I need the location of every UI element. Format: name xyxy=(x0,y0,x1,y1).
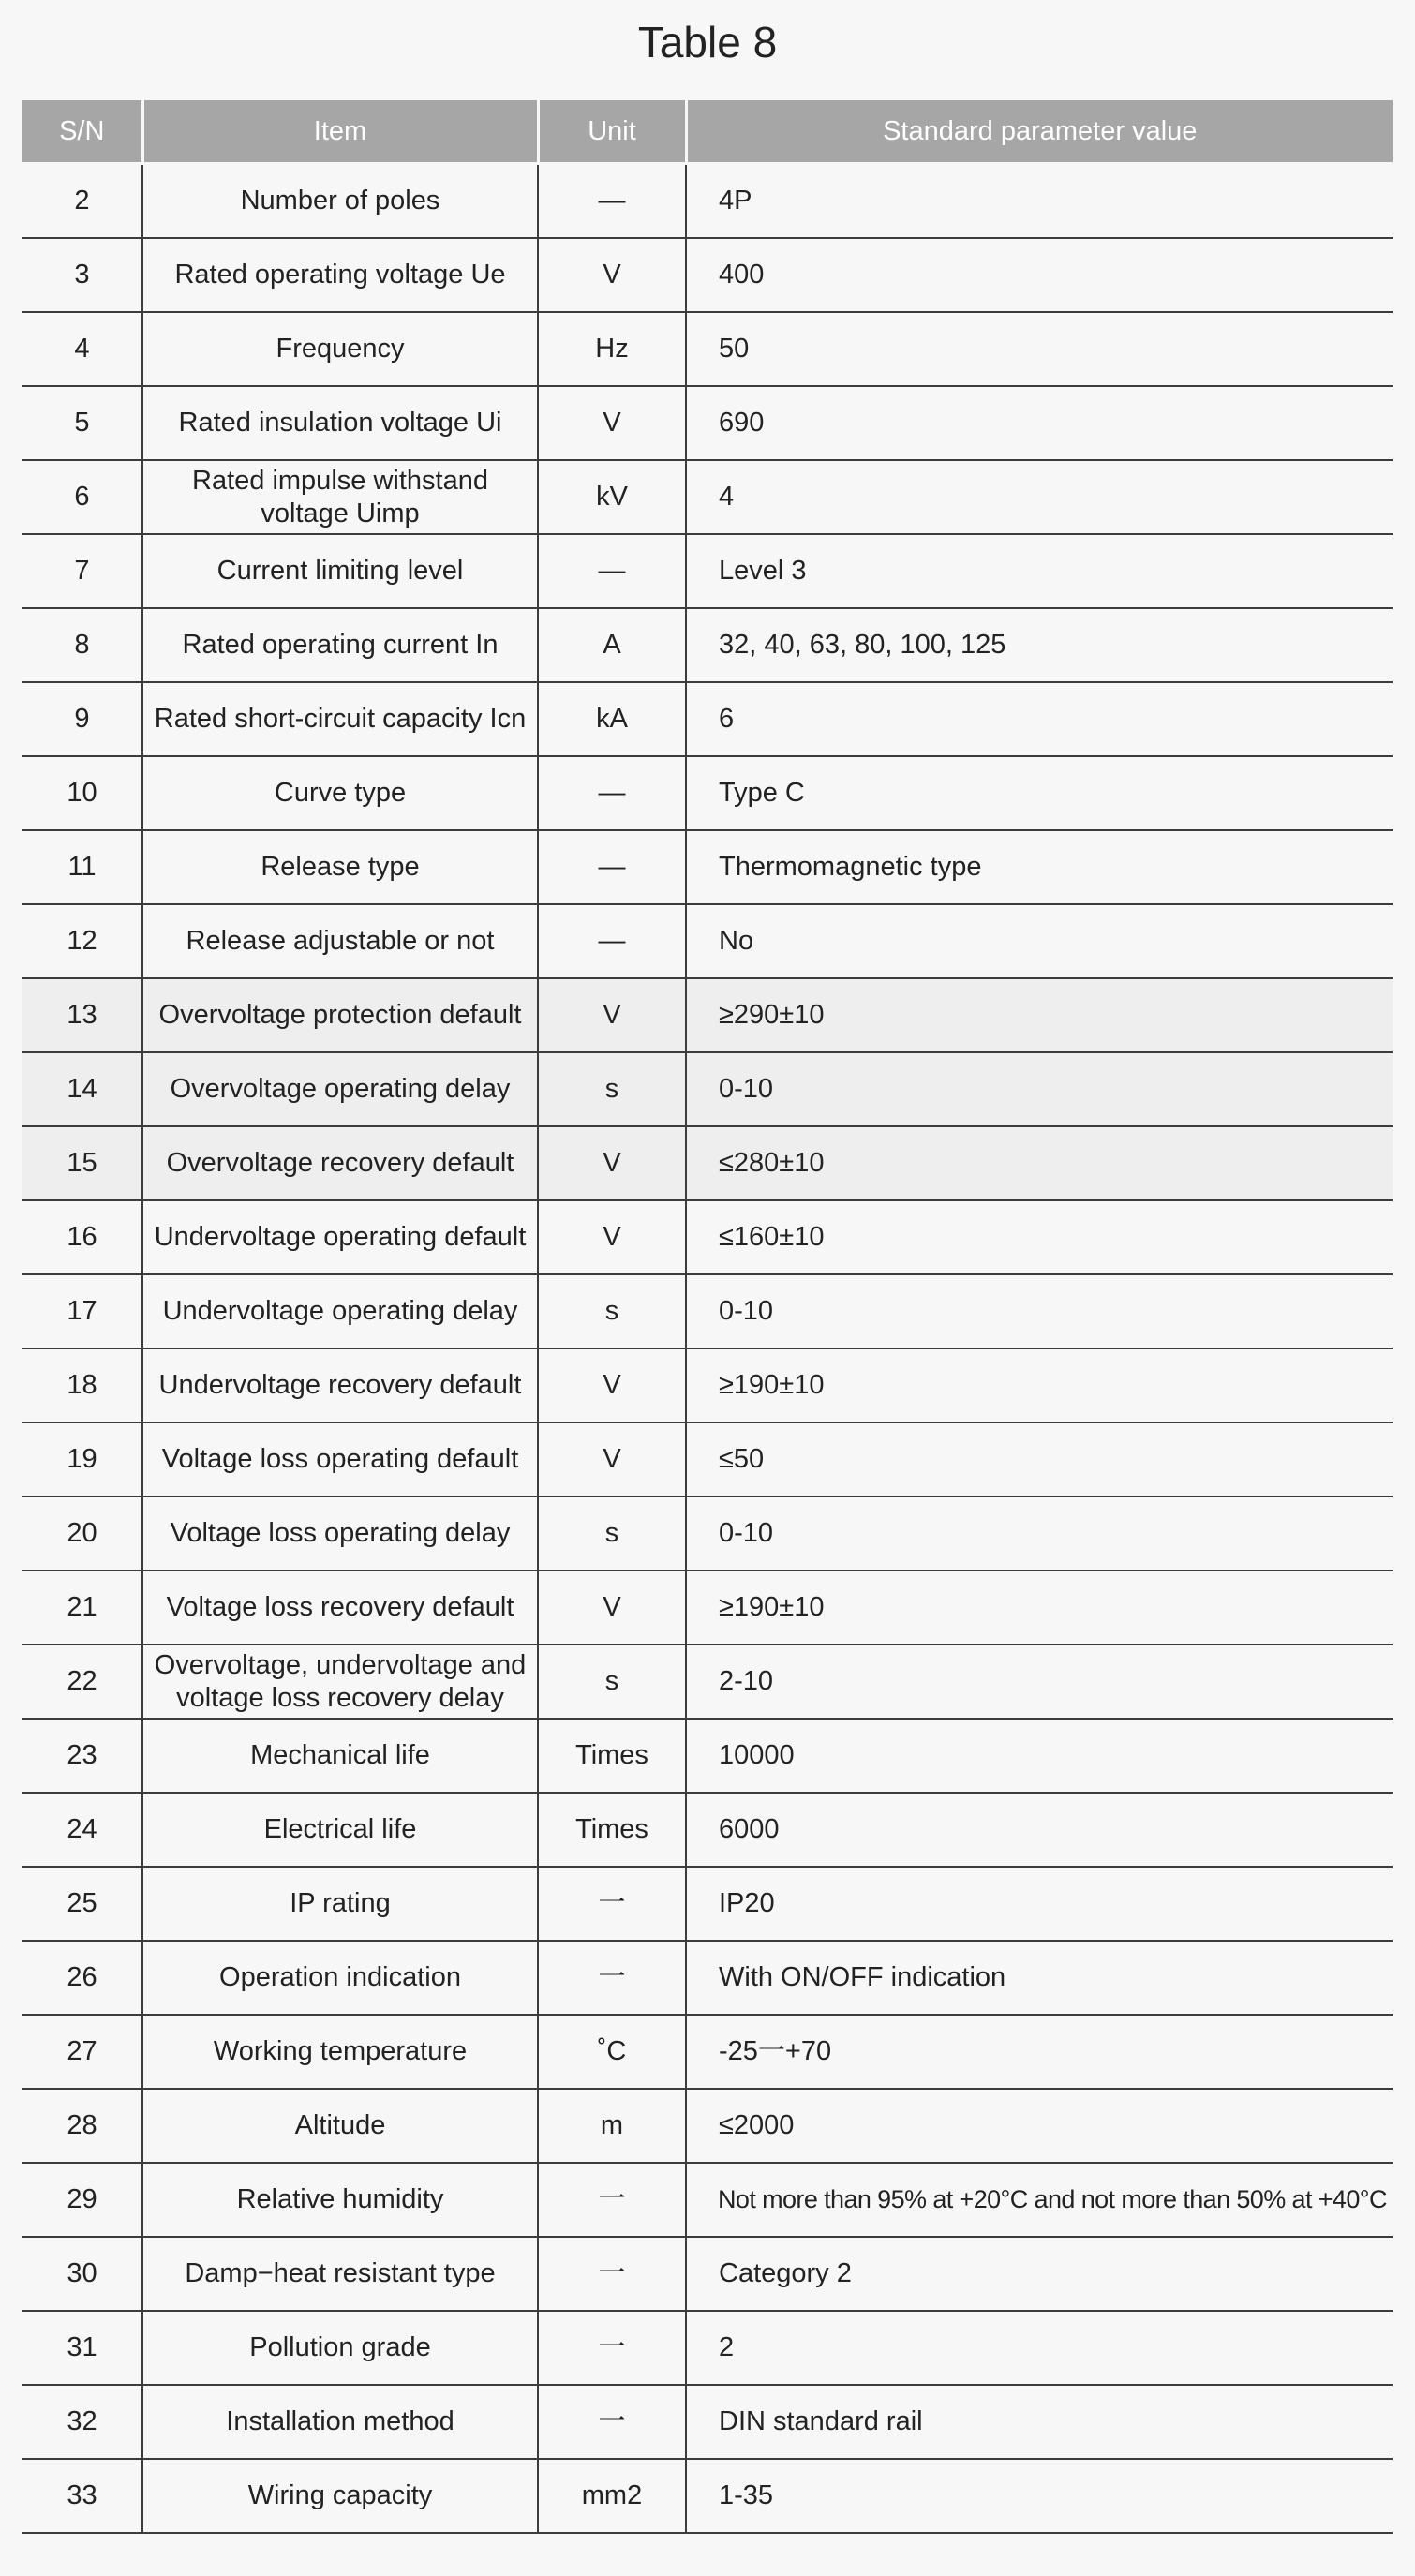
table-row xyxy=(22,1200,1393,1274)
cell-unit: 一 xyxy=(538,2311,686,2385)
cell-sn: 13 xyxy=(22,978,142,1052)
cell-item: Voltage loss operating default xyxy=(142,1422,538,1496)
cell-sn: 2 xyxy=(22,164,142,239)
cell-unit: s xyxy=(538,1496,686,1571)
cell-sn: 14 xyxy=(22,1052,142,1126)
cell-unit: — xyxy=(538,534,686,608)
cell-item: Electrical life xyxy=(142,1793,538,1867)
cell-item: Rated insulation voltage Ui xyxy=(142,386,538,460)
cell-unit: m xyxy=(538,2089,686,2163)
cell-unit: V xyxy=(538,1571,686,1645)
cell-sn: 15 xyxy=(22,1126,142,1200)
cell-sn: 26 xyxy=(22,1941,142,2015)
cell-value: 4 xyxy=(686,460,1393,534)
cell-item: Relative humidity xyxy=(142,2163,538,2237)
cell-unit: mm2 xyxy=(538,2459,686,2533)
cell-unit: V xyxy=(538,1348,686,1422)
cell-sn: 9 xyxy=(22,682,142,756)
table-row xyxy=(22,978,1393,1052)
cell-sn: 28 xyxy=(22,2089,142,2163)
cell-unit: kA xyxy=(538,682,686,756)
cell-unit: s xyxy=(538,1274,686,1348)
cell-value: 10000 xyxy=(686,1719,1393,1793)
table-row xyxy=(22,830,1393,904)
cell-value: 690 xyxy=(686,386,1393,460)
cell-sn: 12 xyxy=(22,904,142,978)
cell-unit: V xyxy=(538,978,686,1052)
table-row xyxy=(22,904,1393,978)
table-row xyxy=(22,2015,1393,2089)
table-row xyxy=(22,1571,1393,1645)
cell-item: Operation indication xyxy=(142,1941,538,2015)
cell-unit: s xyxy=(538,1645,686,1719)
cell-unit: Times xyxy=(538,1719,686,1793)
cell-value: ≤160±10 xyxy=(686,1200,1393,1274)
table-header xyxy=(22,100,1393,164)
table-row xyxy=(22,1496,1393,1571)
cell-value: ≤50 xyxy=(686,1422,1393,1496)
table-row xyxy=(22,1422,1393,1496)
cell-value: 6 xyxy=(686,682,1393,756)
cell-item: Overvoltage, undervoltage and voltage loss recovery delay xyxy=(142,1645,538,1719)
cell-unit: V xyxy=(538,1200,686,1274)
cell-sn: 30 xyxy=(22,2237,142,2311)
cell-unit: V xyxy=(538,386,686,460)
cell-item: Overvoltage operating delay xyxy=(142,1052,538,1126)
cell-value: -25一+70 xyxy=(686,2015,1393,2089)
header-unit: Unit xyxy=(538,100,686,164)
table-title: Table 8 xyxy=(637,18,778,67)
cell-value: No xyxy=(686,904,1393,978)
cell-value: ≤280±10 xyxy=(686,1126,1393,1200)
cell-value: 4P xyxy=(686,164,1393,239)
cell-unit: — xyxy=(538,904,686,978)
table-row xyxy=(22,1793,1393,1867)
cell-sn: 31 xyxy=(22,2311,142,2385)
cell-item: IP rating xyxy=(142,1867,538,1941)
cell-item: Rated operating current In xyxy=(142,608,538,682)
table-row xyxy=(22,1126,1393,1200)
cell-unit: V xyxy=(538,1126,686,1200)
table-row xyxy=(22,1052,1393,1126)
table-row xyxy=(22,2459,1393,2533)
cell-unit: s xyxy=(538,1052,686,1126)
cell-sn: 24 xyxy=(22,1793,142,1867)
table-row xyxy=(22,2311,1393,2385)
cell-item: Undervoltage operating delay xyxy=(142,1274,538,1348)
cell-unit: — xyxy=(538,756,686,830)
cell-sn: 33 xyxy=(22,2459,142,2533)
cell-unit: 一 xyxy=(538,2237,686,2311)
cell-sn: 8 xyxy=(22,608,142,682)
cell-sn: 11 xyxy=(22,830,142,904)
cell-unit: — xyxy=(538,164,686,239)
cell-item: Curve type xyxy=(142,756,538,830)
cell-item: Mechanical life xyxy=(142,1719,538,1793)
table-row xyxy=(22,1348,1393,1422)
cell-sn: 22 xyxy=(22,1645,142,1719)
cell-unit: 一 xyxy=(538,1941,686,2015)
cell-sn: 6 xyxy=(22,460,142,534)
table-row xyxy=(22,534,1393,608)
cell-sn: 21 xyxy=(22,1571,142,1645)
cell-item: Frequency xyxy=(142,312,538,386)
cell-unit: Times xyxy=(538,1793,686,1867)
table-row xyxy=(22,756,1393,830)
header-row xyxy=(22,100,1393,164)
table-row xyxy=(22,1645,1393,1719)
table-row xyxy=(22,2163,1393,2237)
parameter-table xyxy=(22,100,1393,2534)
cell-value: Thermomagnetic type xyxy=(686,830,1393,904)
cell-value: DIN standard rail xyxy=(686,2385,1393,2459)
cell-item: Release type xyxy=(142,830,538,904)
cell-value: Category 2 xyxy=(686,2237,1393,2311)
header-value: Standard parameter value xyxy=(686,100,1393,164)
cell-value: 0-10 xyxy=(686,1274,1393,1348)
cell-value: 2-10 xyxy=(686,1645,1393,1719)
cell-value: Not more than 95% at +20°C and not more than 50% at +40°C xyxy=(686,2163,1393,2237)
cell-item: Voltage loss operating delay xyxy=(142,1496,538,1571)
cell-sn: 32 xyxy=(22,2385,142,2459)
cell-value: 50 xyxy=(686,312,1393,386)
header-sn: S/N xyxy=(22,100,142,164)
table-row xyxy=(22,460,1393,534)
cell-sn: 7 xyxy=(22,534,142,608)
cell-sn: 4 xyxy=(22,312,142,386)
table-row xyxy=(22,2089,1393,2163)
cell-sn: 27 xyxy=(22,2015,142,2089)
header-item: Item xyxy=(142,100,538,164)
cell-unit: V xyxy=(538,238,686,312)
cell-item: Rated operating voltage Ue xyxy=(142,238,538,312)
cell-item: Voltage loss recovery default xyxy=(142,1571,538,1645)
table-row xyxy=(22,386,1393,460)
cell-value: Type C xyxy=(686,756,1393,830)
cell-item: Overvoltage protection default xyxy=(142,978,538,1052)
cell-value: 32, 40, 63, 80, 100, 125 xyxy=(686,608,1393,682)
cell-unit: V xyxy=(538,1422,686,1496)
cell-value: ≤2000 xyxy=(686,2089,1393,2163)
table-row xyxy=(22,1941,1393,2015)
cell-item: Damp−heat resistant type xyxy=(142,2237,538,2311)
table-row xyxy=(22,2385,1393,2459)
cell-sn: 29 xyxy=(22,2163,142,2237)
cell-item: Installation method xyxy=(142,2385,538,2459)
table-row xyxy=(22,2237,1393,2311)
cell-item: Undervoltage operating default xyxy=(142,1200,538,1274)
table-row xyxy=(22,312,1393,386)
cell-value: ≥190±10 xyxy=(686,1348,1393,1422)
cell-sn: 16 xyxy=(22,1200,142,1274)
cell-sn: 25 xyxy=(22,1867,142,1941)
cell-item: Wiring capacity xyxy=(142,2459,538,2533)
cell-sn: 23 xyxy=(22,1719,142,1793)
table-row xyxy=(22,1867,1393,1941)
table-row xyxy=(22,608,1393,682)
cell-item: Rated impulse withstand voltage Uimp xyxy=(142,460,538,534)
cell-value: ≥190±10 xyxy=(686,1571,1393,1645)
cell-item: Number of poles xyxy=(142,164,538,239)
cell-unit: — xyxy=(538,830,686,904)
table-body xyxy=(22,164,1393,2534)
cell-item: Release adjustable or not xyxy=(142,904,538,978)
cell-unit: 一 xyxy=(538,2385,686,2459)
cell-unit: Hz xyxy=(538,312,686,386)
cell-item: Rated short-circuit capacity Icn xyxy=(142,682,538,756)
cell-value: 1-35 xyxy=(686,2459,1393,2533)
cell-value: 0-10 xyxy=(686,1496,1393,1571)
cell-sn: 10 xyxy=(22,756,142,830)
cell-item: Undervoltage recovery default xyxy=(142,1348,538,1422)
cell-sn: 18 xyxy=(22,1348,142,1422)
cell-item: Current limiting level xyxy=(142,534,538,608)
cell-unit: ˚C xyxy=(538,2015,686,2089)
cell-sn: 19 xyxy=(22,1422,142,1496)
cell-item: Overvoltage recovery default xyxy=(142,1126,538,1200)
cell-value: 2 xyxy=(686,2311,1393,2385)
cell-value: IP20 xyxy=(686,1867,1393,1941)
cell-item: Working temperature xyxy=(142,2015,538,2089)
cell-sn: 5 xyxy=(22,386,142,460)
cell-item: Altitude xyxy=(142,2089,538,2163)
cell-value: With ON/OFF indication xyxy=(686,1941,1393,2015)
cell-unit: 一 xyxy=(538,2163,686,2237)
table-row xyxy=(22,1274,1393,1348)
cell-sn: 20 xyxy=(22,1496,142,1571)
cell-value: ≥290±10 xyxy=(686,978,1393,1052)
cell-value: 400 xyxy=(686,238,1393,312)
cell-sn: 3 xyxy=(22,238,142,312)
cell-unit: kV xyxy=(538,460,686,534)
table-row xyxy=(22,1719,1393,1793)
cell-sn: 17 xyxy=(22,1274,142,1348)
cell-unit: A xyxy=(538,608,686,682)
cell-value: Level 3 xyxy=(686,534,1393,608)
cell-value: 0-10 xyxy=(686,1052,1393,1126)
cell-value: 6000 xyxy=(686,1793,1393,1867)
table-row xyxy=(22,238,1393,312)
table-row xyxy=(22,682,1393,756)
table-row xyxy=(22,164,1393,239)
cell-item: Pollution grade xyxy=(142,2311,538,2385)
cell-unit: 一 xyxy=(538,1867,686,1941)
